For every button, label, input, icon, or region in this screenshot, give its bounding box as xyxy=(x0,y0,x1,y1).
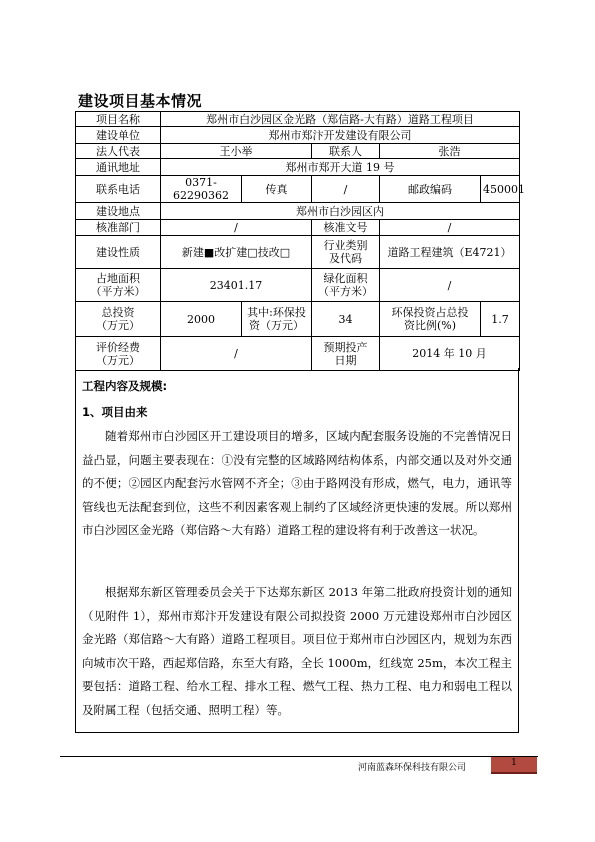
legal-rep-value: 王小举 xyxy=(161,144,312,159)
page-title: 建设项目基本情况 xyxy=(78,92,203,110)
land-area-label xyxy=(76,269,161,302)
site-label: 建设地点 xyxy=(76,203,161,220)
footer-divider xyxy=(60,756,538,757)
project-name-value: 郑州市白沙园区金光路（郑信路-大有路）道路工程项目 xyxy=(161,112,520,127)
contact-label: 联系人 xyxy=(312,144,380,159)
env-ratio-label-line1: 环保投资占总投 xyxy=(391,306,469,319)
approval-doc-value: / xyxy=(380,220,520,236)
content-heading: 工程内容及规模: xyxy=(82,379,168,393)
green-area-label xyxy=(312,269,380,302)
project-content-box xyxy=(75,368,519,733)
approval-dept-label: 核准部门 xyxy=(76,220,161,236)
postcode-label: 邮政编码 xyxy=(380,176,481,203)
project-info-table xyxy=(75,111,525,371)
contact-value: 张浩 xyxy=(380,144,520,159)
builder-value: 郑州市郑汴开发建设有限公司 xyxy=(161,127,520,144)
industry-label-line2: 及代码 xyxy=(329,252,362,265)
address-label: 通讯地址 xyxy=(76,159,161,176)
project-name-label: 项目名称 xyxy=(76,112,161,127)
green-area-label-line2: （平方米） xyxy=(318,285,373,298)
fax-value: / xyxy=(312,176,380,203)
legal-rep-label: 法人代表 xyxy=(76,144,161,159)
eval-fee-label xyxy=(76,337,161,371)
launch-date-label-line2: 日期 xyxy=(334,353,357,367)
paragraph-plan: 根据郑东新区管理委员会关于下达郑东新区 2013 年第二批政府投资计划的通知（见附件 1），郑州市郑汴开发建设有限公司拟投资 2000 万元建设郑州市白沙园区金光路（郑信路～大有路）道路工程项目。项目位于郑州市白沙园区内，规划为东西向城市次干路，西起郑信路，东至大有路，全长 1000m，红线宽 25m，本次工程主要包括：道路工程、给水工程、排水工程、燃气工程、热力工程、电力和弱电工程以及附属工程（包括交通、照明工程）等。 xyxy=(82,585,512,717)
land-area-label-line2: （平方米） xyxy=(90,285,146,298)
industry-label xyxy=(312,236,380,269)
site-value: 郑州市白沙园区内 xyxy=(161,203,520,220)
approval-doc-label: 核准文号 xyxy=(312,220,380,236)
green-area-value: / xyxy=(380,269,520,302)
industry-value: 道路工程建筑（E4721） xyxy=(380,236,520,269)
section-heading-origin: 1、项目由来 xyxy=(82,405,148,419)
total-invest-label-line2: （万元） xyxy=(96,319,140,332)
env-invest-label-line2: 资（万元） xyxy=(249,319,304,332)
env-ratio-label-line2: 资比例(%) xyxy=(403,319,457,332)
address-value: 郑州市郑开大道 19 号 xyxy=(161,159,520,176)
total-invest-label xyxy=(76,302,161,337)
postcode-value: 450001 xyxy=(481,176,520,203)
builder-label: 建设单位 xyxy=(76,127,161,144)
eval-fee-value: / xyxy=(161,337,312,371)
eval-fee-label-line1: 评价经费 xyxy=(96,340,140,354)
page-number: 1 xyxy=(511,758,517,768)
approval-dept-value: / xyxy=(161,220,312,236)
total-invest-value: 2000 xyxy=(161,302,242,337)
env-invest-label-line1: 其中:环保投 xyxy=(247,306,306,319)
launch-date-value: 2014 年 10 月 xyxy=(380,337,520,371)
land-area-label-line1: 占地面积 xyxy=(96,272,140,285)
eval-fee-label-line2: （万元） xyxy=(96,353,140,367)
phone-value: 0371-62290362 xyxy=(161,176,242,203)
nature-label: 建设性质 xyxy=(76,236,161,269)
env-invest-value: 34 xyxy=(312,302,380,337)
env-ratio-value: 1.7 xyxy=(481,302,520,337)
paragraph-background: 随着郑州市白沙园区开工建设项目的增多，区域内配套服务设施的不完善情况日益凸显，问题主要表现在：①没有完整的区域路网结构体系，内部交通以及对外交通的不便；②园区内配套污水管网不齐全；③由于路网没有形成，燃气，电力，通讯等管线也无法配套到位，这些不利因素客观上制约了区域经济更快速的发展。所以郑州市白沙园区金光路（郑信路～大有路）道路工程的建设将有利于改善这一状况。 xyxy=(82,429,512,537)
green-area-label-line1: 绿化面积 xyxy=(323,272,368,285)
launch-date-label xyxy=(312,337,380,371)
page-number-box xyxy=(491,757,537,774)
land-area-value: 23401.17 xyxy=(161,269,312,302)
launch-date-label-line1: 预期投产 xyxy=(323,340,368,354)
total-invest-label-line1: 总投资 xyxy=(101,306,135,319)
industry-label-line1: 行业类别 xyxy=(323,239,368,252)
phone-label: 联系电话 xyxy=(76,176,161,203)
fax-label: 传真 xyxy=(242,176,312,203)
env-invest-label xyxy=(242,302,312,337)
footer-company: 河南蓝森环保科技有限公司 xyxy=(358,763,467,773)
nature-value: 新建■改扩建□技改□ xyxy=(161,236,312,269)
env-ratio-label xyxy=(380,302,481,337)
